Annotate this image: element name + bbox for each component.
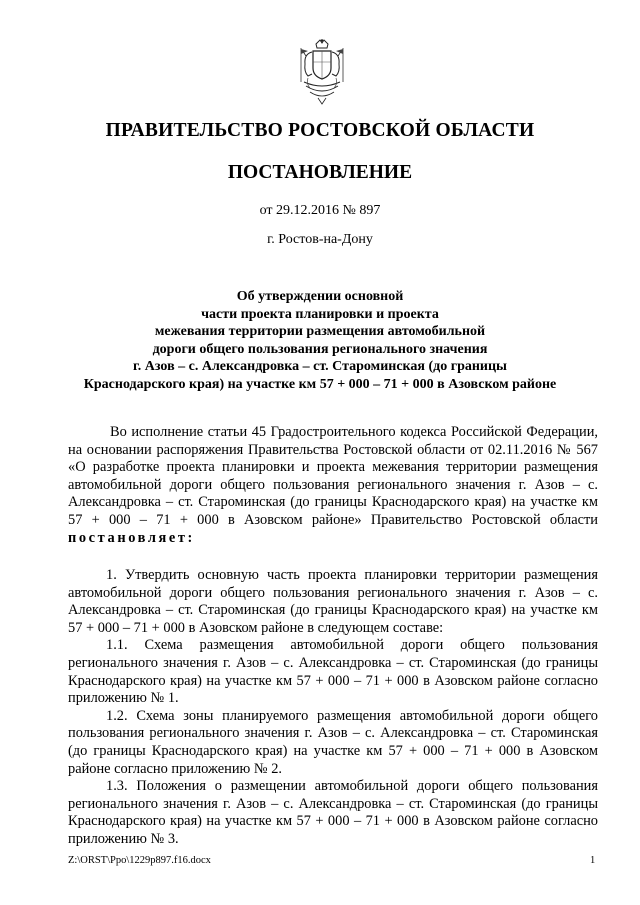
title-line: г. Азов – с. Александровка – ст. Староминская (до границы [132, 359, 507, 375]
coat-of-arms-icon [296, 38, 348, 106]
decree-item: 1.3. Положения о размещении автомобильной дороги общего пользования регионального значения г. Азов – с. Александровка – ст. Староминская (до границы Краснодарского края) на участке км 57 + 000 – 71 + 000 в Азовском районе согласно приложению № 3. [68, 778, 598, 847]
decree-item: 1. Утвердить основную часть проекта планировки территории размещения автомобильной дороги общего пользования регионального значения г. Азов – с. Александровка – ст. Староминская (до границы Краснодарского края) на участке км 57 + 000 – 71 + 000 в Азовском районе в следующем составе: [68, 567, 598, 636]
title-line: дороги общего пользования регионального значения [152, 341, 488, 357]
decree-word: постановляет: [68, 529, 195, 546]
preamble-paragraph [68, 424, 598, 547]
document-city: г. Ростов-на-Дону [267, 232, 373, 247]
document-type: ПОСТАНОВЛЕНИЕ [227, 162, 413, 183]
document-title [60, 288, 580, 394]
decree-item: 1.2. Схема зоны планируемого размещения автомобильной дороги общего пользования регионального значения г. Азов – с. Александровка – ст. Староминская (до границы Краснодарского края) на участке км 57 + 000 – 71 + 000 в Азовском районе согласно приложению № 2. [68, 707, 598, 777]
footer-file-path: Z:\ORST\Ppo\1229p897.f16.docx [68, 855, 211, 866]
organization-name: ПРАВИТЕЛЬСТВО РОСТОВСКОЙ ОБЛАСТИ [105, 120, 535, 141]
preamble [68, 424, 598, 547]
decree-items [68, 567, 598, 849]
title-line: Краснодарского края) на участке км 57 + 000 – 71 + 000 в Азовском районе [83, 376, 557, 392]
page-number: 1 [590, 855, 596, 866]
decree-item: 1.1. Схема размещения автомобильной дороги общего пользования регионального значения г. Азов – с. Александровка – ст. Староминская (до границы Краснодарского края) на участке км 57 + 000 – 71 + 000 в Азовском районе согласно приложению № 1. [68, 637, 598, 707]
preamble-text: Во исполнение статьи 45 Градостроительного кодекса Российской Федерации, на основании распоряжения Правительства Ростовской области от 02.11.2016 № 567 «О разработке проекта планировки и проекта межевания территории размещения автомобильной дороги общего пользования регионального значения г. Азов – с. Александровка – ст. Староминская (до границы Краснодарского края) на участке км 57 + 000 – 71 + 000 в Азовском районе» Правительство Ростовской области [68, 424, 598, 528]
document-date-number: от 29.12.2016 № 897 [259, 203, 381, 218]
title-line: межевания территории размещения автомобильной [154, 324, 486, 340]
title-line: части проекта планировки и проекта [201, 306, 439, 322]
title-line: Об утверждении основной [236, 289, 404, 304]
